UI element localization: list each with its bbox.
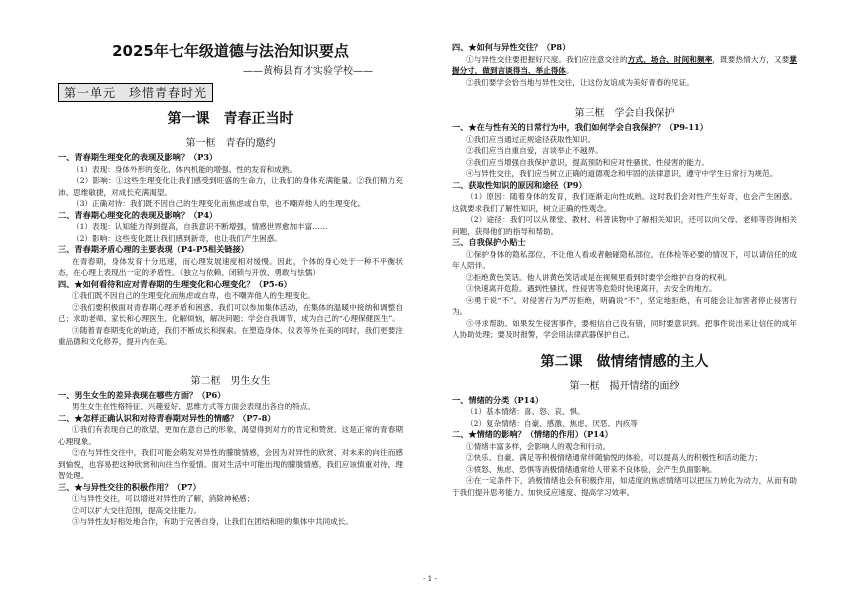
paragraph: ①我们既不因自己的生理变化而焦虑或自卑，也不嘲弄他人的生理变化。 — [72, 291, 315, 300]
section-heading: 一、★在与性有关的日常行为中，我们如何学会自我保护？（P9-11） — [452, 122, 708, 132]
text-run: ①与异性交往要把握好尺度。我们应注意交往的 — [466, 54, 628, 64]
text-run: 。 — [565, 66, 574, 75]
section-heading: 三、自我保护小贴士 — [452, 237, 526, 247]
paragraph: ③与异性友好相处地合作，有助于完善自身，让我们在团结和睦的集体中共同成长。 — [72, 517, 353, 526]
paragraph: （1）表现：认知能力得到提高，自我意识不断增强，情感世界愈加丰富…… — [72, 222, 328, 231]
paragraph: ②我们应当自重自爱，言谈举止不越界。 — [466, 146, 603, 155]
section-heading: 一、情绪的分类（P14） — [452, 394, 544, 405]
section-heading: 二、获取性知识的原因和途径（P9） — [452, 179, 587, 190]
paragraph: （2）影响：①这些生理变化让我们感受到旺盛的生命力，让我们的身体充满能量。②我们精力充沛、思维敏捷，对成长充满渴望。 — [58, 176, 403, 197]
lesson-title: 第一课 青春正当时 — [167, 111, 294, 127]
underlined-text: 掌握分寸，做到言谈得当、举止得体 — [452, 54, 798, 75]
paragraph: ②可以扩大交往范围，提高交往能力。 — [72, 505, 202, 515]
right-column — [452, 42, 797, 498]
section-heading: 二、★情绪的影响？（情绪的作用）（P14） — [452, 429, 613, 439]
frame-title: 第一框 揭开情绪的面纱 — [569, 380, 680, 392]
section-heading: 四、★如何看待和应对青春期的生理变化和心理变化？（P5-6） — [58, 278, 292, 289]
paragraph: ④在一定条件下，消极情绪也会有积极作用，如适度的焦虑情绪可以把压力转化为动力，从而有助于我们提升思考能力、加快反应速度、提高学习效率。 — [452, 476, 797, 497]
paragraph: ③随着青春期变化的轨迹，我们不断成长和探索。在塑造身体、仪表等外在美的同时，我们更要注重品德和文化修养，提升内在美。 — [58, 325, 403, 346]
paragraph: ①保护身体的隐私部位，不让他人看或者触碰隐私部位，在体检等必要的情况下，可以请信任的成年人陪伴。 — [452, 249, 797, 270]
paragraph: 男生女生在性格特征、兴趣爱好、思维方式等方面会表现出各自的特点。 — [72, 402, 315, 411]
school-subtitle: ——黄梅县育才实验学校—— — [243, 66, 373, 77]
paragraph: （2）复杂情绪：自豪、感激、焦虑、厌恶、内疚等 — [466, 418, 638, 428]
paragraph: （1）表现：身体外形的变化、体内机能的增强、性的发育和成熟。 — [72, 164, 298, 174]
paragraph: ②我们要学会恰当地与异性交往，让这份友谊成为美好青春的见证。 — [466, 77, 694, 87]
underlined-text: 方式、场合、时间和频率 — [627, 54, 713, 64]
page-number: - 1 - — [423, 575, 437, 583]
paragraph: ④勇于说“不”。对侵害行为严厉拒绝，明确说“不”，坚定地拒绝，有可能会让加害者停止侵害行为。 — [452, 295, 797, 316]
section-heading: 三、★与异性交往的积极作用？（P7） — [58, 481, 201, 492]
unit-heading: 第一单元 珍惜青春时光 — [58, 83, 213, 102]
paragraph: （3）正确对待：我们既不因自己的生理变化而焦虑或自卑，也不嘲弄他人的生理变化。 — [72, 199, 366, 208]
paragraph: ①我们有表现自己的欲望，更加在意自己的形象，渴望得到对方的肯定和赞赏。这是正常的青春期心理现象。 — [58, 425, 403, 446]
frame-title: 第二框 男生女生 — [190, 375, 271, 387]
section-heading: 二、青春期心理变化的表现及影响？（P4） — [58, 209, 218, 220]
paragraph: ③我们应当增强自我保护意识，提高预防和应对性骚扰、性侵害的能力。 — [466, 157, 709, 167]
paragraph — [452, 54, 797, 77]
section-heading: 一、青春期生理变化的表现及影响？（P3） — [58, 152, 218, 162]
paragraph: ⑤寻求帮助。如果发生侵害事件，要相信自己没有错，同时要意识到。把事件说出来让信任的成年人协助处理；要及时报警，学会用法律武器保护自己。 — [452, 318, 797, 339]
paragraph: ④与异性交往，我们应当树立正确的道德观念和牢固的法律意识，遵守中学生日常行为规范。 — [466, 169, 778, 178]
paragraph: 在青春期，身体发育十分迅速，而心理发展速度相对缓慢。因此，个体的身心处于一种不平衡状态，在心理上表现出一定的矛盾性。（独立与依赖、闭锁与开放、勇敢与怯懦） — [58, 256, 403, 277]
paragraph: ③愤怒、焦虑、恐惧等消极情绪通常给人带来不良体验，会产生负面影响。 — [466, 464, 717, 474]
lesson-title: 第二课 做情绪情感的主人 — [540, 353, 709, 370]
paragraph: ②我们要积极面对青春期心理矛盾和困惑。我们可以参加集体活动，在集体的温暖中接纳和调整自己；求助老师、家长和心理医生、化解烦恼，解决问题；学会自我调节，成为自己的“心理保健医生”。 — [58, 302, 403, 323]
paragraph: ②快乐、自豪、满足等积极情绪通常伴随愉悦的体验，可以提高人的积极性和活动能力； — [466, 453, 763, 462]
document-title: 2025年七年级道德与法治知识要点 — [112, 42, 349, 60]
paragraph: ③快速离开危险。遇到性骚扰、性侵害等危险时快速离开，去安全的地方。 — [466, 284, 717, 293]
paragraph: ①情绪丰富多样，会影响人的观念和行动。 — [466, 441, 611, 451]
paragraph: ①我们应当通过正规途径获取性知识。 — [466, 134, 596, 144]
text-run: ，既要热情大方，又要 — [712, 54, 790, 64]
left-column — [58, 40, 403, 528]
paragraph: ②拒绝黄色笑话。他人讲黄色笑话或是在视频里看到时要学会维护自身的权利。 — [466, 272, 732, 282]
section-heading: 一、男生女生的差异表现在哪些方面？（P6） — [58, 389, 226, 400]
paragraph: （1）基本情绪：喜、怒、哀、惧。 — [466, 407, 585, 416]
paragraph: （2）途径：我们可以从课堂、教材、科普读物中了解相关知识，还可以向父母、老师等咨询相关问题，获得他们的指导和帮助。 — [452, 215, 797, 236]
paragraph: （1）原因：随着身体的发育，我们逐渐走向性成熟。这时我们会对性产生好奇，也会产生困惑。这就要求我们了解性知识，树立正确的性观念。 — [452, 192, 797, 213]
paragraph: （2）影响：这些变化既让我们感到新奇，也让我们产生困惑。 — [72, 233, 282, 243]
paragraph: ②在与异性交往中，我们可能会萌发对异性的朦胧情感，会因为对异性的欣赏、对未来的向往而感到愉悦，也容易把这种欣赏和向往当作爱情。面对生活中可能出现的朦胧情感，我们应该慎重对待，理智处理。 — [58, 448, 403, 480]
frame-title: 第一框 青春的邀约 — [185, 138, 276, 149]
section-heading: 三、青春期矛盾心理的主要表现（P4-P5相关链接） — [58, 244, 249, 254]
section-heading: 四、★如何与异性交往？（P8） — [452, 42, 571, 52]
frame-title: 第三框 学会自我保护 — [574, 108, 675, 119]
paragraph: ①与异性交往，可以增进对异性的了解，消除神秘感； — [72, 494, 255, 503]
section-heading: 二、★怎样正确认识和对待青春期对异性的情感？（P7-8） — [58, 412, 276, 423]
